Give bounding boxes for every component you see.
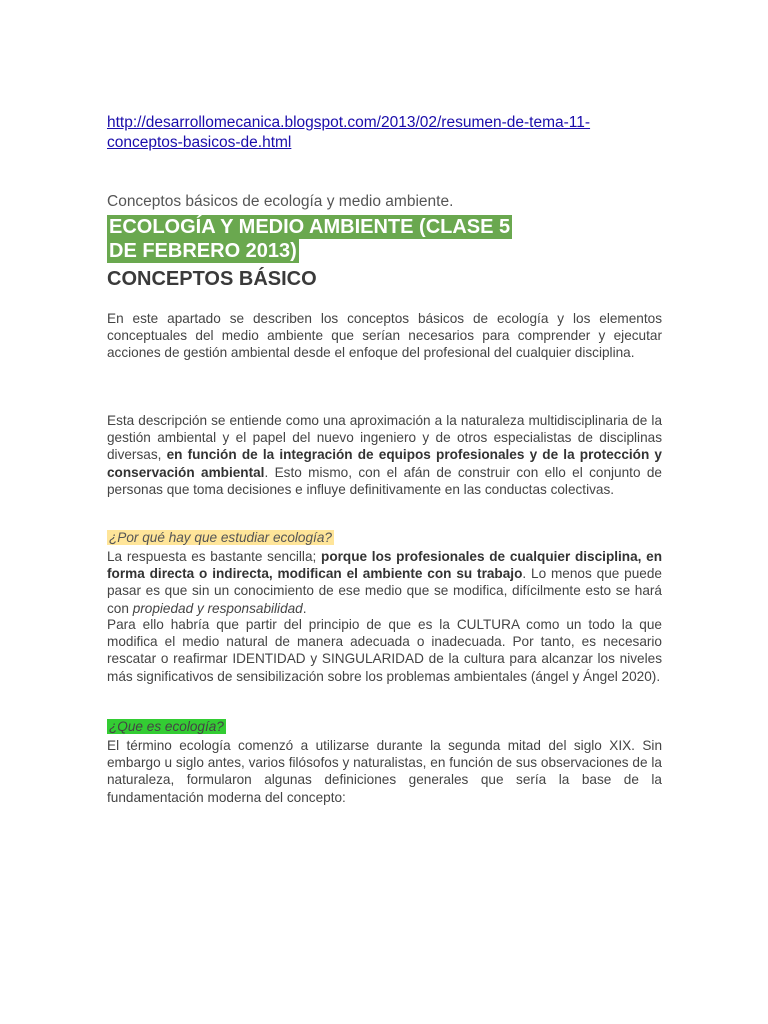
main-heading [107,215,512,263]
source-link-line2[interactable]: conceptos-basicos-de.html [107,134,292,151]
section-heading: CONCEPTOS BÁSICO [107,268,317,290]
paragraph-culture: Para ello habría que partir del principio de que es la CULTURA como un todo la que modifica el medio natural de manera adecuada o inadecuada. Por tanto, es necesario rescatar o reafirmar IDENTIDAD y SINGULARIDAD de la cultura para alcanzar los niveles más significativos de sensibilización sobre los problemas ambientales (ángel y Ángel 2020). [107,617,662,684]
paragraph-answer-italic: propiedad y responsabilidad [132,600,303,616]
main-heading-line1: ECOLOGÍA Y MEDIO AMBIENTE (CLASE 5 [109,216,511,238]
source-link[interactable] [107,113,667,153]
question-why-ecology: ¿Por qué hay que estudiar ecología? [109,530,332,545]
document-subtitle: Conceptos básicos de ecología y medio ambiente. [107,193,454,210]
paragraph-answer-text: La respuesta es bastante sencilla; [107,549,317,564]
paragraph-answer-cont: . Lo menos que puede pasar es que sin un conocimiento de ese medio que se modifica, difícilmente esto se hará con [107,566,662,616]
source-link-line1[interactable]: http://desarrollomecanica.blogspot.com/2013/02/resumen-de-tema-11- [107,114,591,131]
paragraph-description [107,412,662,498]
paragraph-answer-end: . [302,600,307,616]
paragraph-description-end: . Esto mismo, con el afán de construir con ello el conjunto de personas que toma decisiones e influye definitivamente en las conductas colectivas. [107,464,662,497]
main-heading-line2: DE FEBRERO 2013) [109,240,297,262]
paragraph-term: El término ecología comenzó a utilizarse durante la segunda mitad del siglo XIX. Sin embargo u siglo antes, varios filósofos y naturalistas, en función de sus observaciones de la naturaleza, formularon algunas definiciones generales que sería la base de la fundamentación moderna del concepto: [107,738,662,805]
paragraph-answer [107,548,662,617]
paragraph-intro: En este apartado se describen los conceptos básicos de ecología y los elementos conceptuales del medio ambiente que serían necesarios para comprender y ejecutar acciones de gestión ambiental desde el enfoque del profesional del cualquier disciplina. [107,311,662,361]
paragraph-description-bold: en función de la integración de equipos profesionales y de la protección y conservación ambiental [107,447,662,480]
question-what-is-ecology: ¿Que es ecología? [109,719,224,734]
paragraph-description-text: Esta descripción se entiende como una aproximación a la naturaleza multidisciplinaria de la gestión ambiental y el papel del nuevo ingeniero y de otros especialistas de disciplinas diversas, [107,413,662,463]
paragraph-answer-bold: porque los profesionales de cualquier disciplina, en forma directa o indirecta, modifican el ambiente con su trabajo [107,549,663,582]
